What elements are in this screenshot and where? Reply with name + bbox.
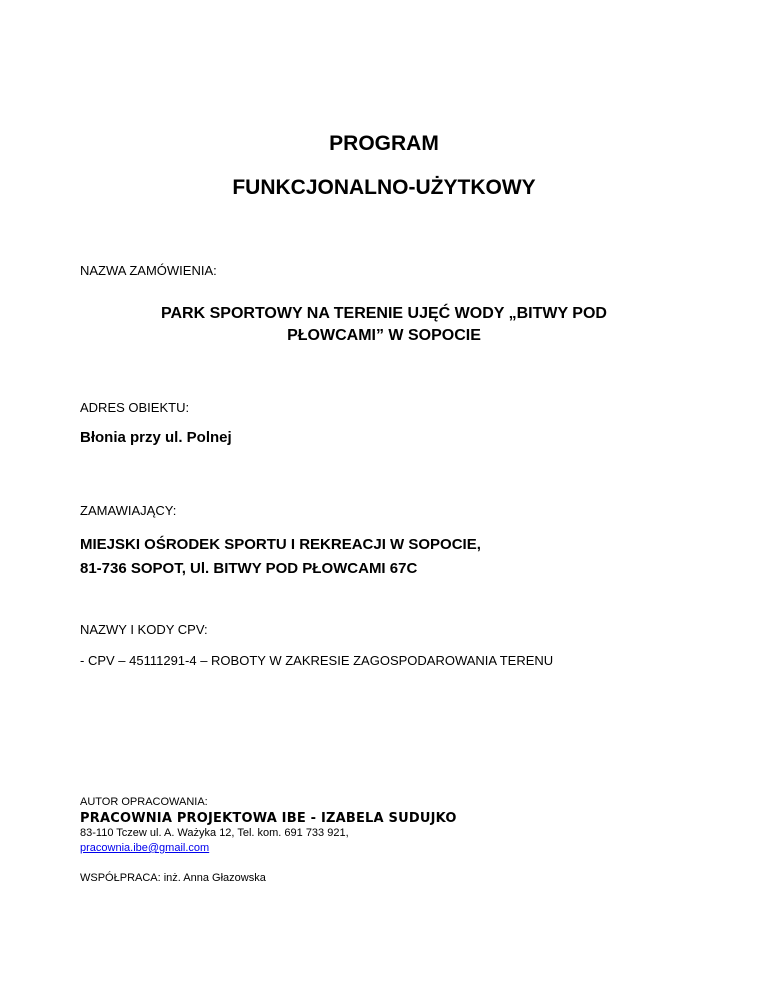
client-label: ZAMAWIAJĄCY: xyxy=(80,503,177,518)
order-name-label: NAZWA ZAMÓWIENIA: xyxy=(80,263,217,278)
author-label: AUTOR OPRACOWANIA: xyxy=(80,796,208,808)
address-label: ADRES OBIEKTU: xyxy=(80,400,190,415)
order-name-line-2: PŁOWCAMI” W SOPOCIE xyxy=(287,327,481,344)
client-line-1: MIEJSKI OŚRODEK SPORTU I REKREACJI W SOPOCIE, xyxy=(80,536,481,553)
cpv-label: NAZWY I KODY CPV: xyxy=(80,622,208,637)
document-title-line-1: PROGRAM xyxy=(329,132,439,155)
address-value: Błonia przy ul. Polnej xyxy=(80,429,232,446)
author-name: PRACOWNIA PROJEKTOWA IBE - IZABELA SUDUJKO xyxy=(80,811,457,826)
order-name-line-1: PARK SPORTOWY NA TERENIE UJĘĆ WODY „BITWY POD xyxy=(161,305,607,322)
author-address: 83-110 Tczew ul. A. Ważyka 12, Tel. kom. 691 733 921, xyxy=(80,827,349,839)
client-line-2: 81-736 SOPOT, Ul. BITWY POD PŁOWCAMI 67C xyxy=(80,560,418,577)
cooperation-line: WSPÓŁPRACA: inż. Anna Głazowska xyxy=(80,872,266,884)
document-title-line-2: FUNKCJONALNO-UŻYTKOWY xyxy=(232,176,536,199)
author-email-link[interactable]: pracownia.ibe@gmail.com xyxy=(80,842,210,854)
cpv-entry: - CPV – 45111291-4 – ROBOTY W ZAKRESIE ZAGOSPODAROWANIA TERENU xyxy=(80,653,554,668)
